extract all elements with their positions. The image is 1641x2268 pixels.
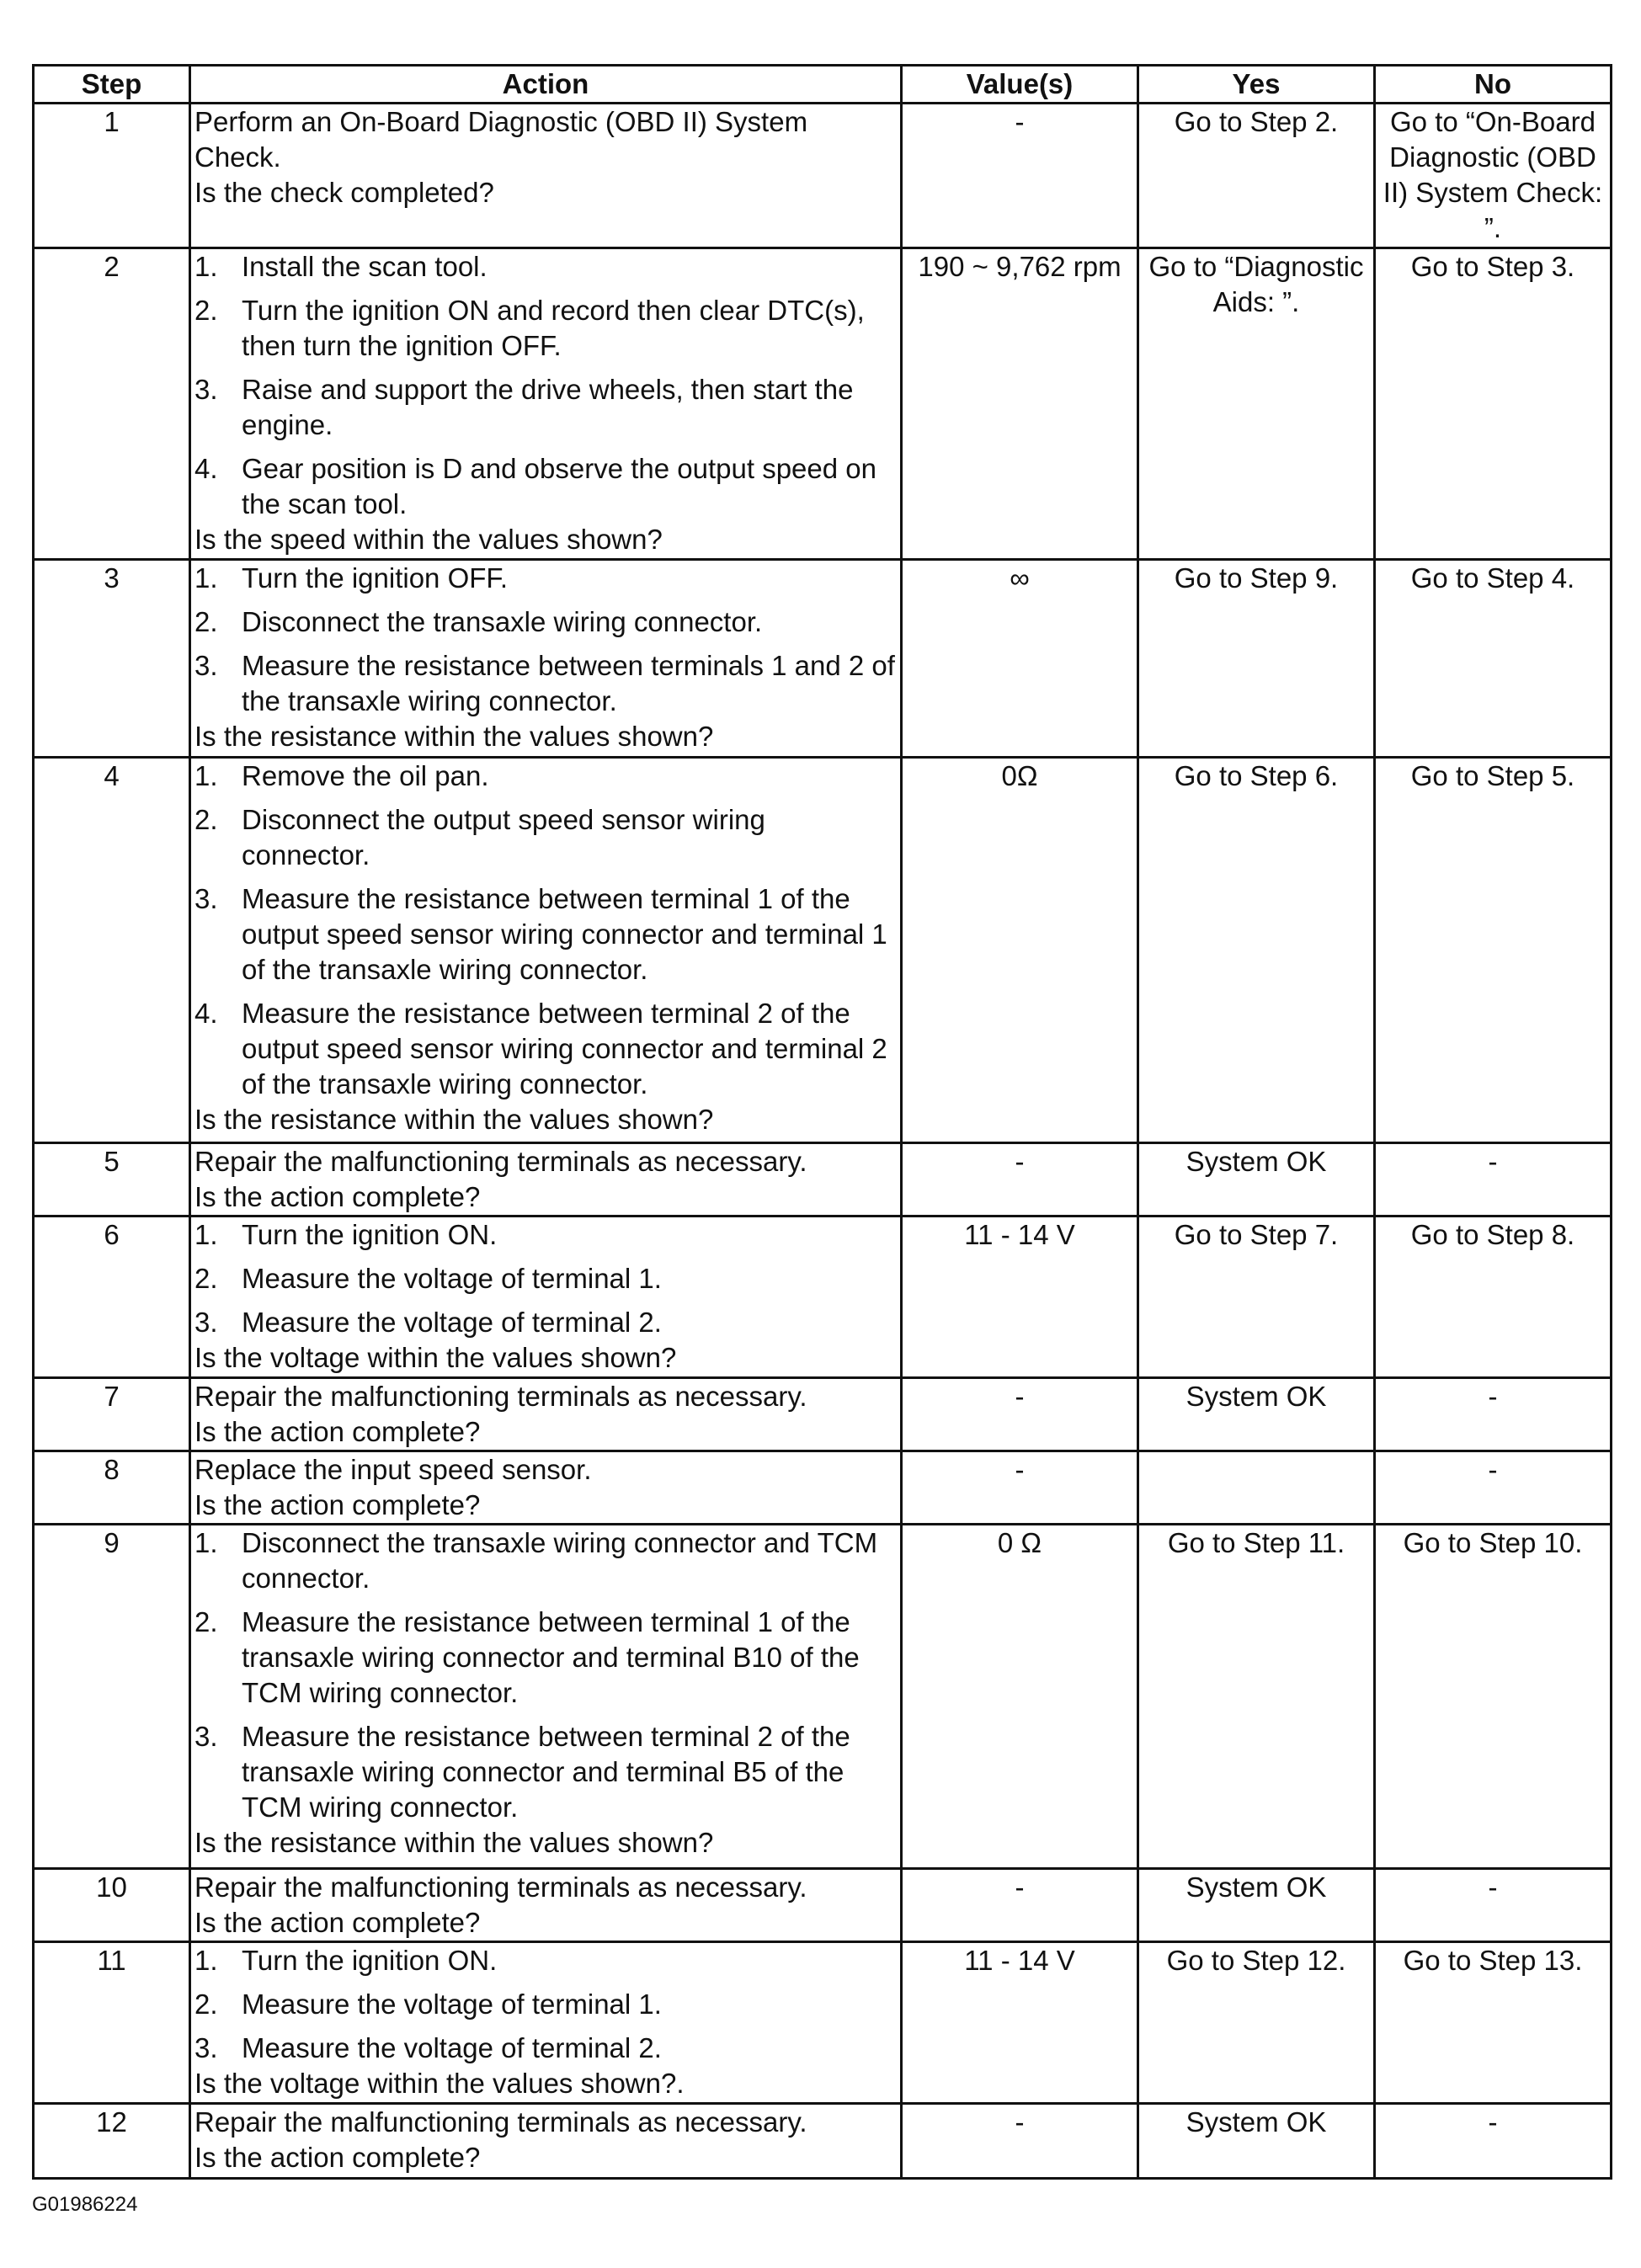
value-cell: -	[902, 2104, 1138, 2179]
action-question: Is the check completed?	[194, 177, 494, 208]
header-yes: Yes	[1138, 66, 1375, 104]
no-cell: -	[1375, 1451, 1612, 1525]
substep-item	[194, 293, 897, 364]
substep-number: 2.	[194, 295, 218, 326]
step-number: 10	[34, 1869, 190, 1942]
value-cell: -	[902, 1378, 1138, 1451]
substep-text: Disconnect the transaxle wiring connector.	[242, 606, 763, 637]
action-cell	[190, 1217, 902, 1378]
step-number: 5	[34, 1143, 190, 1217]
substep-item	[194, 648, 897, 719]
substep-number: 1.	[194, 251, 218, 282]
action-question: Is the action complete?	[194, 1907, 481, 1938]
value-cell: -	[902, 104, 1138, 248]
substep-item	[194, 996, 897, 1102]
table-row	[34, 1869, 1612, 1942]
table-row	[34, 560, 1612, 758]
substep-number: 2.	[194, 804, 218, 835]
substep-item	[194, 249, 897, 285]
action-question: Is the resistance within the values shown?	[194, 1827, 714, 1858]
yes-cell: System OK	[1138, 1378, 1375, 1451]
substep-item	[194, 1719, 897, 1825]
substep-number: 2.	[194, 1988, 218, 2020]
substep-number: 1.	[194, 760, 218, 791]
substep-number: 1.	[194, 562, 218, 594]
substep-text: Turn the ignition ON and record then clear DTC(s), then turn the ignition OFF.	[242, 295, 865, 361]
no-cell: -	[1375, 1378, 1612, 1451]
substep-text: Disconnect the output speed sensor wiring connector.	[242, 804, 765, 870]
step-number: 1	[34, 104, 190, 248]
substep-list	[194, 1217, 897, 1340]
substep-item	[194, 1943, 897, 1978]
substep-text: Measure the voltage of terminal 2.	[242, 1307, 662, 1338]
no-cell: -	[1375, 2104, 1612, 2179]
header-step: Step	[34, 66, 190, 104]
substep-item	[194, 1261, 897, 1296]
action-question: Is the action complete?	[194, 1416, 481, 1447]
no-cell: Go to Step 8.	[1375, 1217, 1612, 1378]
substep-number: 3.	[194, 1307, 218, 1338]
step-number: 4	[34, 758, 190, 1143]
substep-text: Remove the oil pan.	[242, 760, 489, 791]
step-number: 3	[34, 560, 190, 758]
action-cell	[190, 1942, 902, 2104]
action-cell	[190, 104, 902, 248]
substep-item	[194, 372, 897, 443]
table-row	[34, 1451, 1612, 1525]
substep-list	[194, 1525, 897, 1825]
value-cell: 11 - 14 V	[902, 1942, 1138, 2104]
substep-text: Raise and support the drive wheels, then start the engine.	[242, 374, 854, 440]
substep-text: Measure the resistance between terminal 1 of the output speed sensor wiring connector and terminal 1 of the transaxle wiring connector.	[242, 883, 887, 985]
table-row	[34, 1143, 1612, 1217]
no-cell: -	[1375, 1143, 1612, 1217]
substep-text: Measure the resistance between terminal 2 of the output speed sensor wiring connector and terminal 2 of the transaxle wiring connector.	[242, 998, 887, 1099]
substep-number: 3.	[194, 374, 218, 405]
value-cell: -	[902, 1143, 1138, 1217]
no-cell: Go to Step 13.	[1375, 1942, 1612, 2104]
substep-number: 2.	[194, 606, 218, 637]
action-cell	[190, 758, 902, 1143]
substep-list	[194, 249, 897, 522]
yes-cell: Go to Step 7.	[1138, 1217, 1375, 1378]
value-cell: ∞	[902, 560, 1138, 758]
yes-cell: System OK	[1138, 1869, 1375, 1942]
substep-number: 1.	[194, 1945, 218, 1976]
yes-cell: System OK	[1138, 2104, 1375, 2179]
value-cell: -	[902, 1451, 1138, 1525]
substep-number: 1.	[194, 1219, 218, 1250]
substep-number: 4.	[194, 453, 218, 484]
substep-number: 3.	[194, 2032, 218, 2063]
substep-item	[194, 1987, 897, 2022]
yes-cell: Go to Step 6.	[1138, 758, 1375, 1143]
table-row	[34, 758, 1612, 1143]
value-cell: 0Ω	[902, 758, 1138, 1143]
substep-item	[194, 1605, 897, 1711]
substep-list	[194, 759, 897, 1102]
action-question: Is the action complete?	[194, 1181, 481, 1212]
value-cell: 190 ~ 9,762 rpm	[902, 248, 1138, 560]
no-cell: Go to Step 3.	[1375, 248, 1612, 560]
no-cell: Go to Step 5.	[1375, 758, 1612, 1143]
substep-number: 3.	[194, 883, 218, 914]
diagnostic-table	[32, 64, 1612, 2180]
substep-item	[194, 1305, 897, 1340]
action-text: Repair the malfunctioning terminals as necessary.	[194, 1871, 807, 1903]
table-row	[34, 104, 1612, 248]
step-number: 6	[34, 1217, 190, 1378]
table-row	[34, 1217, 1612, 1378]
table-body	[34, 104, 1612, 2179]
substep-text: Turn the ignition ON.	[242, 1945, 498, 1976]
value-cell: 11 - 14 V	[902, 1217, 1138, 1378]
header-no: No	[1375, 66, 1612, 104]
substep-item	[194, 759, 897, 794]
substep-text: Gear position is D and observe the output speed on the scan tool.	[242, 453, 876, 519]
action-text: Repair the malfunctioning terminals as necessary.	[194, 1146, 807, 1177]
action-question: Is the action complete?	[194, 2142, 481, 2173]
action-text: Repair the malfunctioning terminals as necessary.	[194, 2106, 807, 2138]
figure-code: G01986224	[32, 2193, 138, 2216]
substep-text: Measure the voltage of terminal 2.	[242, 2032, 662, 2063]
value-cell: -	[902, 1869, 1138, 1942]
substep-number: 3.	[194, 1721, 218, 1752]
action-text: Perform an On-Board Diagnostic (OBD II) System Check.	[194, 106, 808, 173]
action-cell	[190, 1143, 902, 1217]
substep-item	[194, 604, 897, 640]
substep-text: Measure the resistance between terminals 1 and 2 of the transaxle wiring connector.	[242, 650, 895, 716]
header-row	[34, 66, 1612, 104]
substep-number: 4.	[194, 998, 218, 1029]
action-cell	[190, 560, 902, 758]
step-number: 11	[34, 1942, 190, 2104]
table-row	[34, 2104, 1612, 2179]
action-question: Is the voltage within the values shown?.	[194, 2068, 685, 2099]
action-cell	[190, 1525, 902, 1869]
substep-list	[194, 1943, 897, 2066]
substep-item	[194, 881, 897, 988]
substep-number: 2.	[194, 1263, 218, 1294]
no-cell: -	[1375, 1869, 1612, 1942]
substep-number: 2.	[194, 1606, 218, 1637]
table-row	[34, 248, 1612, 560]
substep-text: Measure the resistance between terminal 2 of the transaxle wiring connector and terminal B5 of the TCM wiring connector.	[242, 1721, 850, 1823]
header-action: Action	[190, 66, 902, 104]
action-text: Replace the input speed sensor.	[194, 1454, 592, 1485]
substep-item	[194, 1525, 897, 1596]
substep-item	[194, 2031, 897, 2066]
yes-cell	[1138, 1451, 1375, 1525]
substep-item	[194, 1217, 897, 1253]
action-cell	[190, 1451, 902, 1525]
substep-text: Install the scan tool.	[242, 251, 488, 282]
action-question: Is the resistance within the values shown?	[194, 1104, 714, 1135]
yes-cell: Go to Step 2.	[1138, 104, 1375, 248]
no-cell: Go to “On-Board Diagnostic (OBD II) System Check: ”.	[1375, 104, 1612, 248]
step-number: 7	[34, 1378, 190, 1451]
substep-text: Measure the resistance between terminal 1 of the transaxle wiring connector and terminal B10 of the TCM wiring connector.	[242, 1606, 860, 1708]
action-text: Repair the malfunctioning terminals as necessary.	[194, 1381, 807, 1412]
yes-cell: Go to Step 9.	[1138, 560, 1375, 758]
yes-cell: Go to Step 11.	[1138, 1525, 1375, 1869]
substep-item	[194, 451, 897, 522]
substep-item	[194, 802, 897, 873]
substep-number: 3.	[194, 650, 218, 681]
substep-text: Turn the ignition ON.	[242, 1219, 498, 1250]
yes-cell: System OK	[1138, 1143, 1375, 1217]
substep-list	[194, 561, 897, 719]
table-row	[34, 1525, 1612, 1869]
value-cell: 0 Ω	[902, 1525, 1138, 1869]
substep-text: Measure the voltage of terminal 1.	[242, 1263, 662, 1294]
step-number: 8	[34, 1451, 190, 1525]
action-question: Is the action complete?	[194, 1489, 481, 1520]
header-values: Value(s)	[902, 66, 1138, 104]
no-cell: Go to Step 10.	[1375, 1525, 1612, 1869]
step-number: 2	[34, 248, 190, 560]
action-question: Is the resistance within the values shown?	[194, 721, 714, 752]
substep-number: 1.	[194, 1527, 218, 1558]
substep-text: Turn the ignition OFF.	[242, 562, 509, 594]
action-cell	[190, 1378, 902, 1451]
step-number: 9	[34, 1525, 190, 1869]
substep-text: Measure the voltage of terminal 1.	[242, 1988, 662, 2020]
action-cell	[190, 2104, 902, 2179]
table-row	[34, 1378, 1612, 1451]
action-question: Is the speed within the values shown?	[194, 524, 663, 555]
step-number: 12	[34, 2104, 190, 2179]
substep-text: Disconnect the transaxle wiring connector and TCM connector.	[242, 1527, 878, 1594]
substep-item	[194, 561, 897, 596]
action-cell	[190, 248, 902, 560]
action-question: Is the voltage within the values shown?	[194, 1342, 677, 1373]
no-cell: Go to Step 4.	[1375, 560, 1612, 758]
table-row	[34, 1942, 1612, 2104]
yes-cell: Go to “Diagnostic Aids: ”.	[1138, 248, 1375, 560]
yes-cell: Go to Step 12.	[1138, 1942, 1375, 2104]
action-cell	[190, 1869, 902, 1942]
